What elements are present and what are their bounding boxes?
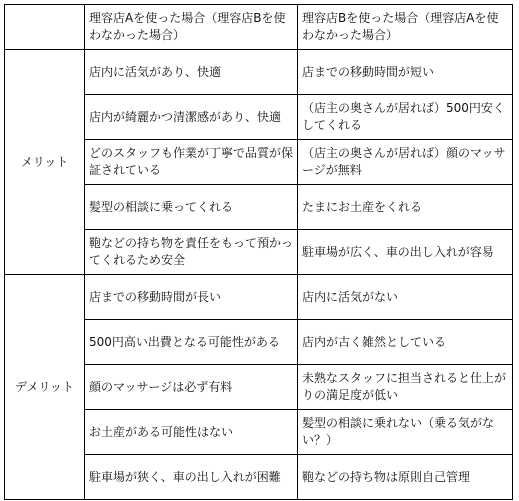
cell-merit-a: 店内に活気があり、快適 <box>85 50 298 95</box>
comparison-table <box>4 4 513 500</box>
table-row <box>5 50 513 95</box>
table-row <box>5 275 513 320</box>
cell-merit-a: 鞄などの持ち物を責任をもって預かってくれるため安全 <box>85 230 298 275</box>
cell-demerit-a: 500円高い出費となる可能性がある <box>85 320 298 365</box>
cell-demerit-b: 鞄などの持ち物は原則自己管理 <box>298 455 513 500</box>
cell-demerit-a: お土産がある可能性はない <box>85 410 298 455</box>
header-row <box>5 5 513 50</box>
cell-demerit-a: 店までの移動時間が長い <box>85 275 298 320</box>
cell-demerit-b: 未熟なスタッフに担当されると仕上がりの満足度が低い <box>298 365 513 410</box>
cell-merit-b: 駐車場が広く、車の出し入れが容易 <box>298 230 513 275</box>
section-label-demerit: デメリット <box>5 275 85 500</box>
header-store-b: 理容店Bを使った場合（理容店Aを使わなかった場合） <box>298 5 513 50</box>
header-store-a: 理容店Aを使った場合（理容店Bを使わなかった場合） <box>85 5 298 50</box>
cell-merit-b: （店主の奥さんが居れば）顔のマッサージが無料 <box>298 140 513 185</box>
cell-demerit-a: 駐車場が狭く、車の出し入れが困難 <box>85 455 298 500</box>
cell-demerit-b: 店内に活気がない <box>298 275 513 320</box>
cell-demerit-b: 店内が古く雑然としている <box>298 320 513 365</box>
section-label-merit: メリット <box>5 50 85 275</box>
cell-demerit-a: 顔のマッサージは必ず有料 <box>85 365 298 410</box>
cell-merit-b: （店主の奥さんが居れば）500円安くしてくれる <box>298 95 513 140</box>
cell-merit-a: どのスタッフも作業が丁寧で品質が保証されている <box>85 140 298 185</box>
cell-merit-a: 店内が綺麗かつ清潔感があり、快適 <box>85 95 298 140</box>
cell-merit-b: たまにお土産をくれる <box>298 185 513 230</box>
cell-merit-b: 店までの移動時間が短い <box>298 50 513 95</box>
corner-cell <box>5 5 85 50</box>
cell-demerit-b: 髪型の相談に乗れない（乗る気がない？） <box>298 410 513 455</box>
cell-merit-a: 髪型の相談に乗ってくれる <box>85 185 298 230</box>
